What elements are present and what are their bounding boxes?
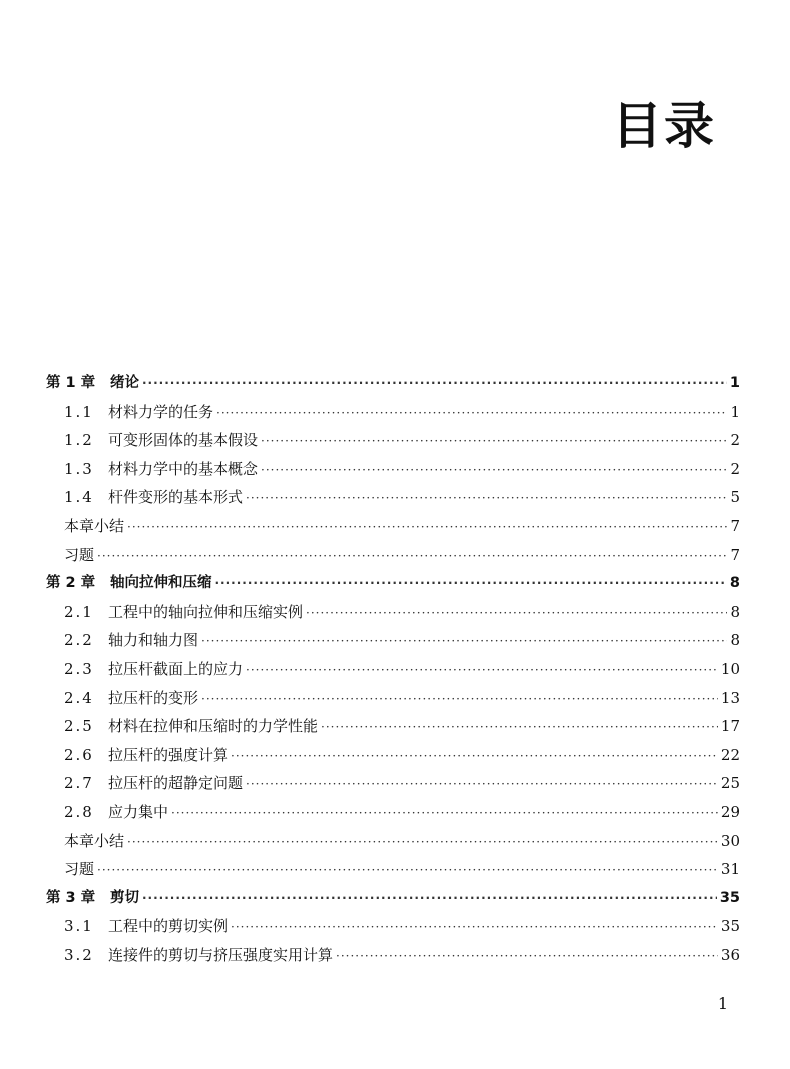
toc-entry-title: 工程中的剪切实例 [108, 917, 229, 936]
toc-entry-title: 杆件变形的基本形式 [108, 488, 244, 507]
toc-entry-title: 轴力和轴力图 [108, 631, 199, 650]
toc-entry-section[interactable] [46, 426, 740, 455]
toc-entry-section[interactable] [46, 769, 740, 798]
toc-entry-title: 本章小结 [64, 831, 125, 850]
toc-entry-number: 2.8 [64, 802, 94, 821]
dot-leader [201, 627, 727, 656]
toc-entry-title: 材料力学中的基本概念 [108, 459, 259, 478]
dot-leader [261, 427, 727, 456]
toc-entry-misc[interactable] [46, 512, 740, 541]
toc-entry-title: 习题 [64, 860, 95, 879]
dot-leader [215, 569, 727, 598]
toc-entry-title: 本章小结 [64, 516, 125, 535]
dot-leader [127, 513, 727, 542]
toc-entry-page: 29 [720, 802, 740, 821]
dot-leader [231, 742, 718, 771]
toc-entry-title: 拉压杆截面上的应力 [108, 659, 244, 678]
toc-entry-title: 习题 [64, 545, 95, 564]
toc-entry-title: 绪论 [110, 375, 139, 391]
toc-entry-page: 7 [730, 516, 740, 535]
toc-entry-number: 2.4 [64, 688, 94, 707]
dot-leader [97, 542, 727, 571]
toc-entry-number: 1.2 [64, 431, 94, 450]
page-number: 1 [717, 994, 728, 1013]
dot-leader [142, 884, 717, 913]
toc-entry-section[interactable] [46, 398, 740, 427]
toc-entry-section[interactable] [46, 598, 740, 627]
dot-leader [97, 856, 718, 885]
toc-entry-number: 1.4 [64, 488, 94, 507]
toc-entry-number: 1.3 [64, 459, 94, 478]
toc-entry-chapter[interactable] [46, 369, 740, 398]
toc-entry-section[interactable] [46, 712, 740, 741]
page-title: 目录 [612, 97, 716, 155]
toc-entry-number: 3.1 [64, 917, 94, 936]
toc-entry-title: 拉压杆的超静定问题 [108, 774, 244, 793]
dot-leader [306, 599, 727, 628]
toc-entry-page: 1 [730, 402, 740, 421]
toc-entry-section[interactable] [46, 741, 740, 770]
toc-entry-page: 35 [720, 917, 740, 936]
dot-leader [216, 399, 727, 428]
toc-entry-page: 22 [720, 745, 740, 764]
toc-entry-section[interactable] [46, 655, 740, 684]
toc-entry-title: 剪切 [110, 889, 139, 906]
dot-leader [321, 713, 718, 742]
toc-entry-title: 应力集中 [108, 802, 169, 821]
toc-entry-page: 8 [730, 602, 740, 621]
dot-leader [171, 799, 718, 828]
dot-leader [336, 942, 718, 971]
toc-entry-chapter[interactable] [46, 569, 740, 598]
table-of-contents [46, 369, 740, 969]
toc-entry-title: 轴向拉伸和压缩 [110, 575, 212, 592]
toc-entry-number: 2.1 [64, 602, 94, 621]
toc-entry-misc[interactable] [46, 541, 740, 570]
toc-entry-title: 连接件的剪切与挤压强度实用计算 [108, 945, 334, 964]
toc-entry-section[interactable] [46, 941, 740, 970]
toc-entry-number: 2.3 [64, 659, 94, 678]
dot-leader [261, 456, 727, 485]
toc-entry-page: 8 [729, 575, 740, 592]
dot-leader [127, 828, 718, 857]
toc-entry-section[interactable] [46, 483, 740, 512]
toc-entry-title: 材料力学的任务 [108, 402, 214, 421]
dot-leader [142, 369, 727, 398]
dot-leader [246, 770, 718, 799]
dot-leader [201, 685, 718, 714]
toc-entry-number: 第 1 章 [46, 375, 96, 391]
toc-entry-section[interactable] [46, 798, 740, 827]
toc-entry-section[interactable] [46, 455, 740, 484]
toc-entry-number: 2.6 [64, 745, 94, 764]
toc-entry-page: 1 [729, 375, 740, 391]
toc-entry-page: 2 [730, 431, 740, 450]
toc-entry-page: 31 [720, 860, 740, 879]
dot-leader [231, 913, 718, 942]
toc-entry-page: 30 [720, 831, 740, 850]
toc-entry-number: 1.1 [64, 402, 94, 421]
toc-entry-page: 25 [720, 774, 740, 793]
toc-entry-page: 7 [730, 545, 740, 564]
toc-entry-page: 8 [730, 631, 740, 650]
toc-entry-misc[interactable] [46, 827, 740, 856]
toc-entry-title: 材料在拉伸和压缩时的力学性能 [108, 717, 319, 736]
toc-entry-page: 2 [730, 459, 740, 478]
toc-entry-number: 3.2 [64, 945, 94, 964]
toc-entry-title: 工程中的轴向拉伸和压缩实例 [108, 602, 304, 621]
toc-entry-page: 10 [720, 659, 740, 678]
toc-entry-page: 35 [719, 889, 740, 906]
toc-entry-page: 17 [720, 717, 740, 736]
toc-entry-page: 36 [720, 945, 740, 964]
toc-entry-page: 5 [730, 488, 740, 507]
toc-entry-number: 2.5 [64, 717, 94, 736]
toc-entry-section[interactable] [46, 912, 740, 941]
toc-entry-title: 拉压杆的强度计算 [108, 745, 229, 764]
toc-entry-chapter[interactable] [46, 884, 740, 913]
toc-entry-number: 2.2 [64, 631, 94, 650]
toc-entry-number: 2.7 [64, 774, 94, 793]
toc-entry-page: 13 [720, 688, 740, 707]
toc-entry-number: 第 3 章 [46, 889, 96, 906]
toc-entry-title: 可变形固体的基本假设 [108, 431, 259, 450]
dot-leader [246, 484, 727, 513]
toc-entry-section[interactable] [46, 626, 740, 655]
toc-entry-section[interactable] [46, 684, 740, 713]
toc-entry-title: 拉压杆的变形 [108, 688, 199, 707]
toc-entry-misc[interactable] [46, 855, 740, 884]
toc-entry-number: 第 2 章 [46, 575, 96, 592]
dot-leader [246, 656, 718, 685]
